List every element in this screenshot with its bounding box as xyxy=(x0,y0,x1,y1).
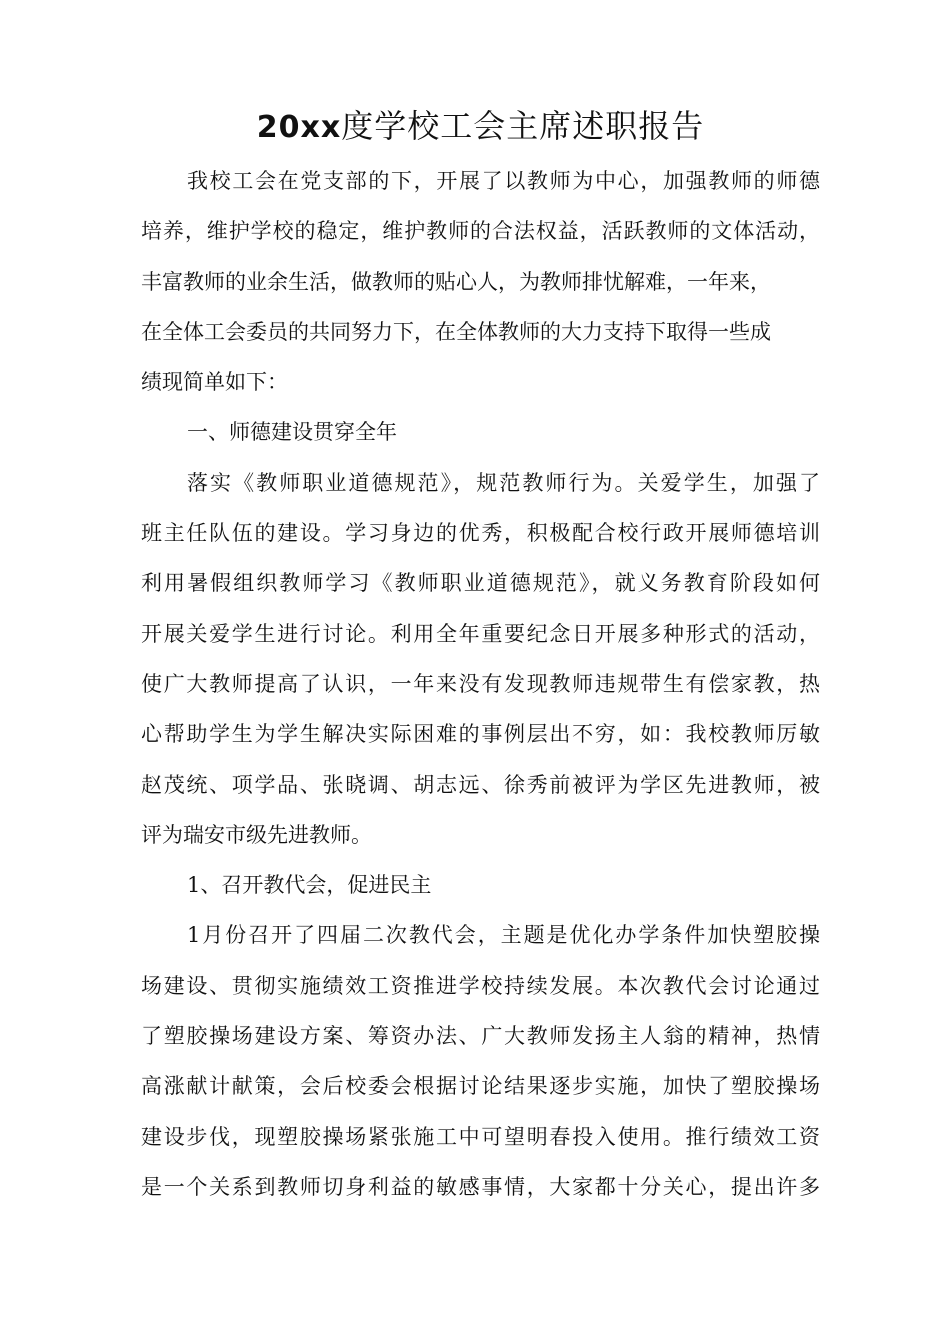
text-line: 评为瑞安市级先进教师。 xyxy=(141,822,372,847)
text-line: 使广大教师提高了认识，一年来没有发现教师违规带生有偿家教，热 xyxy=(141,671,820,696)
text-line: 开展关爱学生进行讨论。利用全年重要纪念日开展多种形式的活动， xyxy=(141,621,820,646)
text-line: 场建设、贯彻实施绩效工资推进学校持续发展。本次教代会讨论通过 xyxy=(141,973,820,998)
text-line: 1、召开教代会，促进民主 xyxy=(187,873,432,898)
text-line: 1月份召开了四届二次教代会，主题是优化办学条件加快塑胶操 xyxy=(187,923,820,948)
title-text: 度学校工会主席述职报告 xyxy=(341,107,705,145)
text-line: 一、师德建设贯穿全年 xyxy=(187,420,397,445)
text-line: 培养，维护学校的稳定，维护教师的合法权益，活跃教师的文体活动， xyxy=(141,219,820,244)
text-line: 是一个关系到教师切身利益的敏感事情，大家都十分关心，提出许多 xyxy=(141,1174,820,1199)
text-line: 班主任队伍的建设。学习身边的优秀，积极配合校行政开展师德培训 xyxy=(141,521,820,546)
title-year: 20xx xyxy=(256,110,342,145)
text-line: 丰富教师的业余生活，做教师的贴心人，为教师排忧解难，一年来， xyxy=(141,269,771,294)
text-line: 落实《教师职业道德规范》，规范教师行为。关爱学生，加强了 xyxy=(187,470,820,495)
text-line: 高涨献计献策，会后校委会根据讨论结果逐步实施，加快了塑胶操场 xyxy=(141,1074,820,1099)
text-line: 赵茂统、项学品、张晓调、胡志远、徐秀前被评为学区先进教师，被 xyxy=(141,772,820,797)
text-line: 建设步伐，现塑胶操场紧张施工中可望明春投入使用。推行绩效工资 xyxy=(141,1124,820,1149)
document-body xyxy=(141,156,820,1212)
text-line: 我校工会在党支部的下，开展了以教师为中心，加强教师的师德 xyxy=(187,169,820,193)
document-title xyxy=(141,96,820,156)
text-line: 利用暑假组织教师学习《教师职业道德规范》，就义务教育阶段如何 xyxy=(141,571,820,596)
text-line: 了塑胶操场建设方案、筹资办法、广大教师发扬主人翁的精神，热情 xyxy=(141,1024,820,1049)
text-line: 心帮助学生为学生解决实际困难的事例层出不穷，如：我校教师厉敏 xyxy=(141,722,820,747)
text-line: 绩现简单如下： xyxy=(141,370,288,395)
text-line: 在全体工会委员的共同努力下，在全体教师的大力支持下取得一些成 xyxy=(141,319,771,344)
